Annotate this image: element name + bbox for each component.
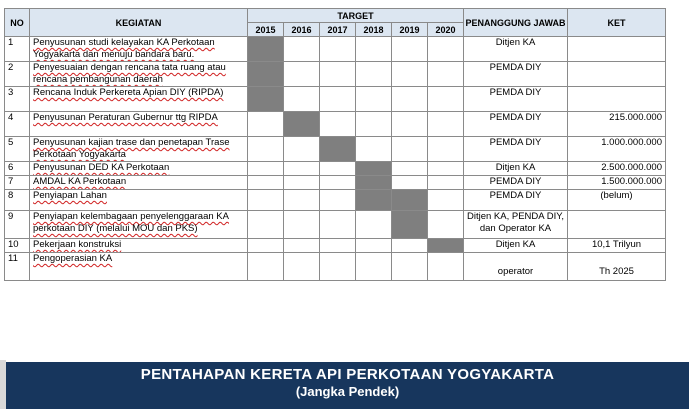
target-cell-2020[interactable] bbox=[428, 211, 464, 239]
activity-cell[interactable] bbox=[30, 176, 248, 190]
responsible-cell[interactable] bbox=[464, 239, 568, 253]
activity-cell[interactable] bbox=[30, 87, 248, 112]
target-cell-2017[interactable] bbox=[320, 211, 356, 239]
target-cell-2015[interactable] bbox=[248, 37, 284, 62]
target-cell-2017[interactable] bbox=[320, 87, 356, 112]
target-cell-2016[interactable] bbox=[284, 162, 320, 176]
target-cell-2015[interactable] bbox=[248, 137, 284, 162]
responsible-text: dan Operator KA bbox=[479, 223, 552, 234]
table-row bbox=[5, 211, 666, 239]
target-cell-2019[interactable] bbox=[392, 176, 428, 190]
target-cell-2019[interactable] bbox=[392, 253, 428, 281]
target-cell-2020[interactable] bbox=[428, 37, 464, 62]
responsible-cell[interactable] bbox=[464, 162, 568, 176]
table-row bbox=[5, 239, 666, 253]
target-cell-2018[interactable] bbox=[356, 87, 392, 112]
responsible-cell[interactable] bbox=[464, 87, 568, 112]
target-cell-2020[interactable] bbox=[428, 137, 464, 162]
activity-text: AMDAL KA Perkotaan bbox=[33, 176, 127, 187]
target-cell-2016[interactable] bbox=[284, 37, 320, 62]
activity-text: Penyusunan studi kelayakan KA Perkotaan bbox=[33, 37, 215, 48]
target-cell-2018[interactable] bbox=[356, 239, 392, 253]
table-row bbox=[5, 253, 666, 281]
activity-text: Penyusunan kajian trase dan penetapan Trase bbox=[33, 137, 230, 148]
activity-cell[interactable] bbox=[30, 37, 248, 62]
activity-text: Penyusunan Peraturan Gubernur ttg RIPDA bbox=[33, 112, 218, 123]
row-number: 10 bbox=[5, 239, 30, 253]
responsible-text: operator bbox=[497, 266, 534, 277]
responsible-text: PEMDA DIY bbox=[489, 62, 542, 73]
responsible-text: PEMDA DIY bbox=[489, 87, 542, 98]
activity-cell[interactable] bbox=[30, 62, 248, 87]
target-cell-2020[interactable] bbox=[428, 62, 464, 87]
activity-text: Penyesuaian dengan rencana tata ruang atau bbox=[33, 62, 226, 73]
target-cell-2020[interactable] bbox=[428, 176, 464, 190]
row-number: 2 bbox=[5, 62, 30, 87]
table-row bbox=[5, 190, 666, 211]
target-cell-2019[interactable] bbox=[392, 112, 428, 137]
responsible-cell[interactable] bbox=[464, 37, 568, 62]
row-number: 7 bbox=[5, 176, 30, 190]
responsible-text: Ditjen KA bbox=[495, 37, 536, 48]
responsible-text: PEMDA DIY bbox=[489, 112, 542, 123]
responsible-cell[interactable] bbox=[464, 62, 568, 87]
target-cell-2016[interactable] bbox=[284, 137, 320, 162]
row-number: 1 bbox=[5, 37, 30, 62]
header-target: TARGET bbox=[248, 9, 464, 23]
target-cell-2018[interactable] bbox=[356, 176, 392, 190]
activity-cell[interactable] bbox=[30, 162, 248, 176]
ket-cell[interactable]: Th 2025 bbox=[568, 253, 666, 281]
ket-cell[interactable] bbox=[568, 37, 666, 62]
activity-cell[interactable] bbox=[30, 239, 248, 253]
target-cell-2015[interactable] bbox=[248, 176, 284, 190]
target-cell-2017[interactable] bbox=[320, 239, 356, 253]
ket-cell[interactable]: 1.500.000.000 bbox=[568, 176, 666, 190]
responsible-cell[interactable] bbox=[464, 176, 568, 190]
activity-text: Pekerjaan konstruksi bbox=[33, 239, 122, 250]
target-cell-2017[interactable] bbox=[320, 37, 356, 62]
responsible-text: Ditjen KA bbox=[495, 162, 536, 173]
ket-cell[interactable]: 2.500.000.000 bbox=[568, 162, 666, 176]
target-cell-2016[interactable] bbox=[284, 87, 320, 112]
target-cell-2018[interactable] bbox=[356, 211, 392, 239]
target-cell-2018[interactable] bbox=[356, 162, 392, 176]
responsible-cell[interactable] bbox=[464, 112, 568, 137]
target-cell-2016[interactable] bbox=[284, 62, 320, 87]
activity-text: Rencana Induk Perkereta Apian DIY (RIPDA) bbox=[33, 87, 224, 98]
responsible-cell[interactable] bbox=[464, 137, 568, 162]
target-cell-2015[interactable] bbox=[248, 253, 284, 281]
responsible-text: Ditjen KA bbox=[495, 239, 536, 250]
responsible-text: PEMDA DIY bbox=[489, 137, 542, 148]
target-cell-2020[interactable] bbox=[428, 87, 464, 112]
header-year-2018: 2018 bbox=[356, 23, 392, 37]
target-cell-2020[interactable] bbox=[428, 239, 464, 253]
table-row bbox=[5, 176, 666, 190]
table-row bbox=[5, 112, 666, 137]
target-cell-2018[interactable] bbox=[356, 62, 392, 87]
responsible-text: PEMDA DIY bbox=[489, 190, 542, 201]
header-penanggung-jawab: PENANGGUNG JAWAB bbox=[464, 9, 568, 37]
ket-cell[interactable]: 1.000.000.000 bbox=[568, 137, 666, 162]
target-cell-2015[interactable] bbox=[248, 112, 284, 137]
row-number: 3 bbox=[5, 87, 30, 112]
target-cell-2018[interactable] bbox=[356, 253, 392, 281]
row-number: 8 bbox=[5, 190, 30, 211]
target-cell-2018[interactable] bbox=[356, 190, 392, 211]
header-year-2020: 2020 bbox=[428, 23, 464, 37]
target-cell-2018[interactable] bbox=[356, 37, 392, 62]
target-cell-2017[interactable] bbox=[320, 190, 356, 211]
activity-cell[interactable] bbox=[30, 253, 248, 281]
activity-text: perkotaan DIY (melalui MOU dan PKS) bbox=[33, 223, 198, 234]
row-number: 4 bbox=[5, 112, 30, 137]
header-kegiatan: KEGIATAN bbox=[30, 9, 248, 37]
table-row bbox=[5, 37, 666, 62]
target-cell-2017[interactable] bbox=[320, 112, 356, 137]
target-cell-2020[interactable] bbox=[428, 162, 464, 176]
target-cell-2019[interactable] bbox=[392, 211, 428, 239]
target-cell-2017[interactable] bbox=[320, 137, 356, 162]
responsible-text: Ditjen KA, PENDA DIY, bbox=[467, 211, 564, 222]
responsible-text: PEMDA DIY bbox=[489, 176, 542, 187]
title-banner bbox=[6, 362, 689, 409]
ket-cell[interactable]: 215.000.000 bbox=[568, 112, 666, 137]
target-cell-2016[interactable] bbox=[284, 112, 320, 137]
table-row bbox=[5, 162, 666, 176]
target-cell-2016[interactable] bbox=[284, 239, 320, 253]
target-cell-2019[interactable] bbox=[392, 62, 428, 87]
ket-cell[interactable] bbox=[568, 62, 666, 87]
target-cell-2018[interactable] bbox=[356, 112, 392, 137]
target-cell-2015[interactable] bbox=[248, 162, 284, 176]
target-cell-2019[interactable] bbox=[392, 37, 428, 62]
target-cell-2016[interactable] bbox=[284, 253, 320, 281]
row-number: 6 bbox=[5, 162, 30, 176]
responsible-cell[interactable] bbox=[464, 253, 568, 281]
banner-title: PENTAHAPAN KERETA API PERKOTAAN YOGYAKARTA bbox=[140, 366, 555, 383]
header-year-2019: 2019 bbox=[392, 23, 428, 37]
banner-subtitle: (Jangka Pendek) bbox=[295, 384, 400, 399]
target-cell-2015[interactable] bbox=[248, 211, 284, 239]
activity-text: Penyusunan DED KA Perkotaan bbox=[33, 162, 170, 173]
target-cell-2019[interactable] bbox=[392, 137, 428, 162]
header-year-2015: 2015 bbox=[248, 23, 284, 37]
header-year-2017: 2017 bbox=[320, 23, 356, 37]
target-cell-2016[interactable] bbox=[284, 211, 320, 239]
target-cell-2015[interactable] bbox=[248, 87, 284, 112]
responsible-cell[interactable] bbox=[464, 211, 568, 239]
target-cell-2017[interactable] bbox=[320, 176, 356, 190]
table-row bbox=[5, 137, 666, 162]
activity-text: Pengoperasian KA bbox=[33, 253, 113, 264]
target-cell-2015[interactable] bbox=[248, 239, 284, 253]
table-row bbox=[5, 62, 666, 87]
ket-cell[interactable] bbox=[568, 211, 666, 239]
responsible-cell[interactable] bbox=[464, 190, 568, 211]
target-cell-2019[interactable] bbox=[392, 190, 428, 211]
activity-cell[interactable] bbox=[30, 137, 248, 162]
target-cell-2020[interactable] bbox=[428, 190, 464, 211]
target-cell-2018[interactable] bbox=[356, 137, 392, 162]
activity-text: Penyiapan kelembagaan penyelenggaraan KA bbox=[33, 211, 229, 222]
table-body bbox=[5, 37, 666, 281]
target-cell-2017[interactable] bbox=[320, 162, 356, 176]
target-cell-2020[interactable] bbox=[428, 112, 464, 137]
activity-cell[interactable] bbox=[30, 211, 248, 239]
target-cell-2016[interactable] bbox=[284, 190, 320, 211]
header-no: NO bbox=[5, 9, 30, 37]
ket-cell[interactable] bbox=[568, 87, 666, 112]
target-cell-2019[interactable] bbox=[392, 162, 428, 176]
target-cell-2016[interactable] bbox=[284, 176, 320, 190]
table-row bbox=[5, 87, 666, 112]
ket-cell[interactable]: (belum) bbox=[568, 190, 666, 211]
row-number: 11 bbox=[5, 253, 30, 281]
target-cell-2019[interactable] bbox=[392, 239, 428, 253]
target-cell-2017[interactable] bbox=[320, 253, 356, 281]
header-ket: KET bbox=[568, 9, 666, 37]
header-year-2016: 2016 bbox=[284, 23, 320, 37]
activity-text: Yogyakarta dan menuju bandara baru. bbox=[33, 49, 195, 60]
target-cell-2020[interactable] bbox=[428, 253, 464, 281]
target-cell-2015[interactable] bbox=[248, 190, 284, 211]
target-cell-2019[interactable] bbox=[392, 87, 428, 112]
activity-cell[interactable] bbox=[30, 190, 248, 211]
row-number: 9 bbox=[5, 211, 30, 239]
activity-text: Perkotaan Yogyakarta bbox=[33, 149, 126, 160]
row-number: 5 bbox=[5, 137, 30, 162]
target-cell-2015[interactable] bbox=[248, 62, 284, 87]
ket-cell[interactable]: 10,1 Trilyun bbox=[568, 239, 666, 253]
activity-text: rencana pembangunan daerah bbox=[33, 74, 163, 85]
activity-cell[interactable] bbox=[30, 112, 248, 137]
activity-text: Penyiapan Lahan bbox=[33, 190, 107, 201]
roadmap-table bbox=[4, 8, 666, 281]
target-cell-2017[interactable] bbox=[320, 62, 356, 87]
